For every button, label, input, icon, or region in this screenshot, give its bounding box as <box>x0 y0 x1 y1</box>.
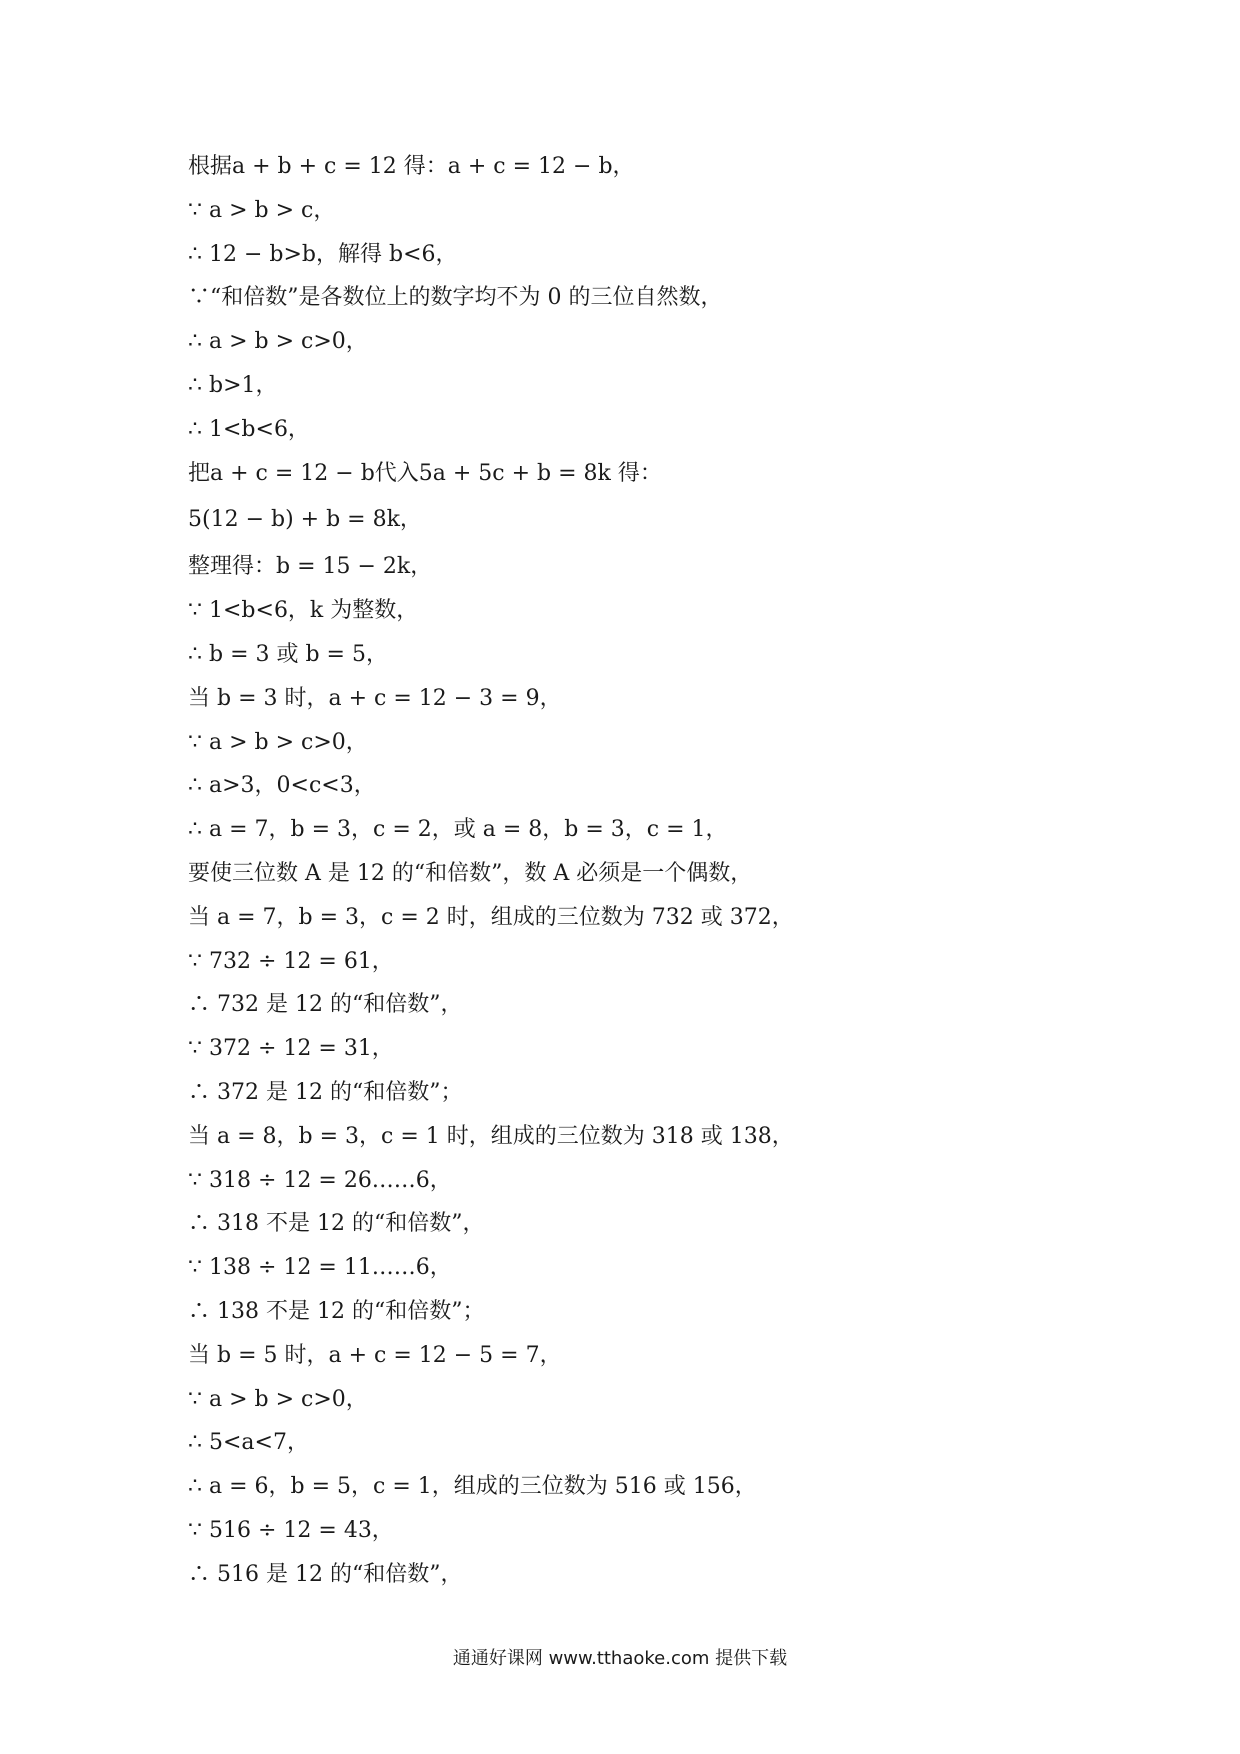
text-line: ∴ 1<b<6， <box>188 416 310 442</box>
text-line: ∴ b>1， <box>188 372 278 398</box>
text-line: ∴ b = 3 或 b = 5， <box>188 641 388 667</box>
text-line: ∴ a = 7，b = 3，c = 2，或 a = 8，b = 3，c = 1， <box>188 817 728 843</box>
text-line: ∵ a > b > c， <box>188 197 336 223</box>
text-line: 5(12 − b) + b = 8k， <box>188 507 422 533</box>
text-line: ∴ 372 是 12 的“和倍数”； <box>188 1079 463 1105</box>
text-line: ∵ 1<b<6，k 为整数， <box>188 598 419 624</box>
text-line: ∴ a > b > c>0， <box>188 329 368 355</box>
page-footer: 通通好课网 www.tthaoke.com 提供下载 <box>452 1648 788 1669</box>
text-line: 当 a = 7，b = 3，c = 2 时，组成的三位数为 732 或 372， <box>188 904 794 930</box>
text-line: 当 b = 5 时，a + c = 12 − 5 = 7， <box>188 1342 562 1368</box>
solution-text <box>188 145 1088 1597</box>
text-line: 根据a + b + c = 12 得：a + c = 12 − b， <box>188 154 635 179</box>
text-line: 把a + c = 12 − b代入5a + 5c + b = 8k 得： <box>188 460 662 486</box>
text-line: ∴ 732 是 12 的“和倍数”， <box>188 992 463 1018</box>
text-line: ∵ 732 ÷ 12 = 61， <box>188 948 394 974</box>
text-line: 整理得：b = 15 − 2k， <box>188 554 433 580</box>
text-line: 要使三位数 A 是 12 的“和倍数”，数 A 必须是一个偶数， <box>188 860 753 886</box>
text-line: ∵ a > b > c>0， <box>188 1386 368 1412</box>
text-line: ∴ 318 不是 12 的“和倍数”， <box>188 1211 485 1237</box>
text-line: ∴ 5<a<7， <box>188 1430 309 1456</box>
text-line: ∵ 516 ÷ 12 = 43， <box>188 1517 394 1543</box>
text-line: 当 b = 3 时，a + c = 12 − 3 = 9， <box>188 685 562 711</box>
text-line: ∵ 138 ÷ 12 = 11……6， <box>188 1255 452 1281</box>
text-line: ∴ a>3，0<c<3， <box>188 773 376 799</box>
text-line: ∴ 138 不是 12 的“和倍数”； <box>188 1298 485 1324</box>
text-line: ∵ 372 ÷ 12 = 31， <box>188 1036 394 1062</box>
text-line: ∴ a = 6，b = 5，c = 1，组成的三位数为 516 或 156， <box>188 1474 757 1500</box>
text-line: ∴ 12 − b>b，解得 b<6， <box>188 241 458 267</box>
text-line: ∵ 318 ÷ 12 = 26……6， <box>188 1167 452 1193</box>
text-line: ∵“和倍数”是各数位上的数字均不为 0 的三位自然数， <box>188 285 723 311</box>
text-line: ∴ 516 是 12 的“和倍数”， <box>188 1561 463 1587</box>
text-line: 当 a = 8，b = 3，c = 1 时，组成的三位数为 318 或 138， <box>188 1123 794 1149</box>
text-line: ∵ a > b > c>0， <box>188 729 368 755</box>
